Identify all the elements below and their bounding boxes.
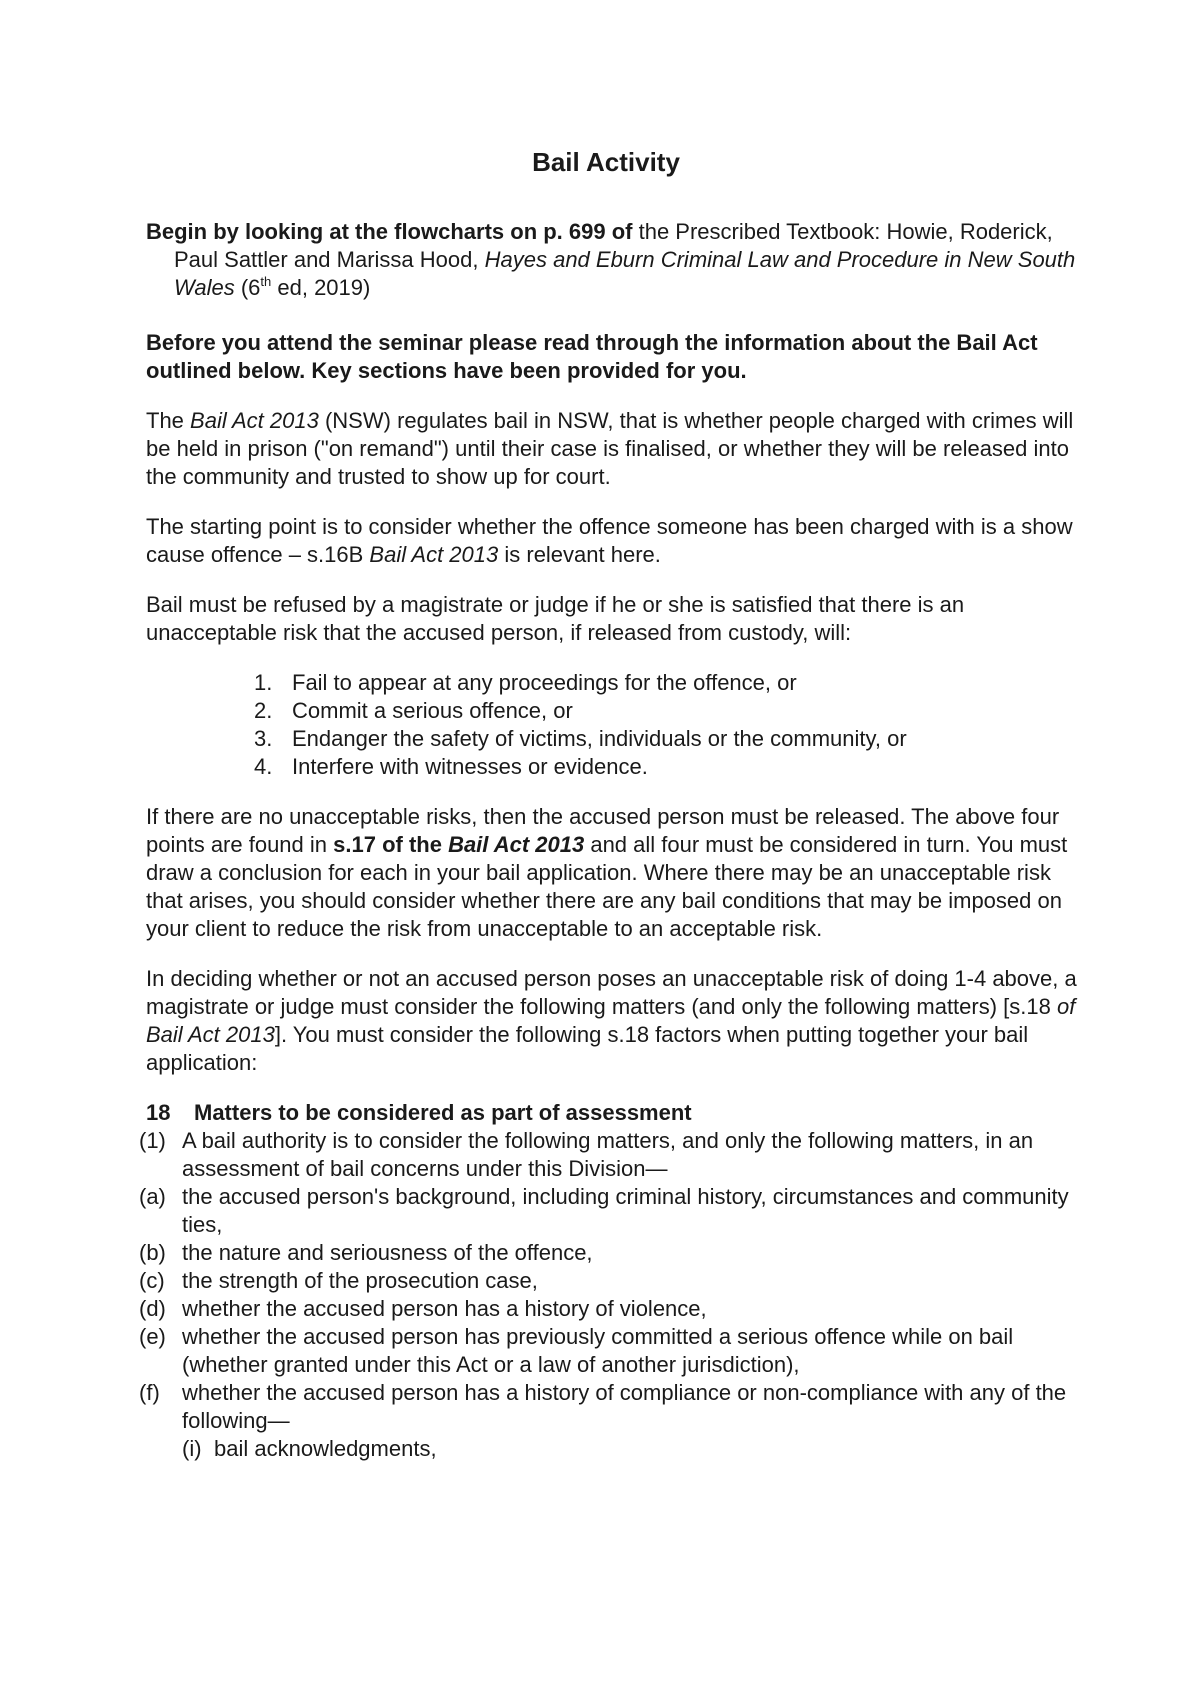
show-cause-paragraph bbox=[146, 513, 1086, 569]
section-17-paragraph bbox=[146, 803, 1086, 943]
item-label: (a) bbox=[139, 1184, 166, 1209]
list-number: 1. bbox=[254, 670, 273, 695]
section-number: 18 bbox=[146, 1100, 171, 1125]
risk-list bbox=[146, 669, 1086, 781]
para5-italic: of Bail Act 2013 bbox=[146, 994, 1076, 1047]
item-label: (b) bbox=[139, 1240, 166, 1265]
list-item bbox=[146, 669, 1086, 697]
item-text: A bail authority is to consider the following matters, and only the following matters, in an assessment of bail concerns under this Division— bbox=[182, 1128, 1034, 1181]
para1-act: Bail Act 2013 bbox=[190, 408, 319, 433]
item-label: (f) bbox=[139, 1380, 160, 1405]
list-item bbox=[146, 725, 1086, 753]
para4-bold: s.17 of the bbox=[333, 832, 449, 857]
section-item bbox=[139, 1127, 1086, 1183]
section-title: Matters to be considered as part of assessment bbox=[194, 1100, 692, 1125]
para2-post: is relevant here. bbox=[498, 542, 661, 567]
para1-pre: The bbox=[146, 408, 191, 433]
item-text: whether the accused person has a history of violence, bbox=[182, 1296, 707, 1321]
item-label: (c) bbox=[139, 1268, 165, 1293]
list-item bbox=[146, 753, 1086, 781]
edition-superscript: th bbox=[260, 274, 272, 289]
intro-year: ed, 2019) bbox=[271, 275, 371, 300]
para4-bold-italic: Bail Act 2013 bbox=[448, 832, 585, 857]
section-items bbox=[139, 1127, 1086, 1463]
document-body bbox=[139, 218, 1086, 1463]
subitem-label: (i) bbox=[182, 1436, 202, 1461]
textbook-title: Hayes and Eburn Criminal Law and Procedure in New South Wales bbox=[174, 247, 1076, 300]
instruction-text: Before you attend the seminar please read through the information about the Bail Act outlined below. Key sections have been provided for you. bbox=[146, 330, 1038, 383]
list-text: Interfere with witnesses or evidence. bbox=[292, 754, 648, 779]
section-item bbox=[139, 1267, 1086, 1295]
page-title: Bail Activity bbox=[532, 147, 680, 177]
para2-act: Bail Act 2013 bbox=[369, 542, 499, 567]
para5-pre: In deciding whether or not an accused person poses an unacceptable risk of doing 1-4 above, a magistrate or judge must consider the following matters (and only the following matters) [s.18 bbox=[146, 966, 1077, 1019]
intro-text: the Prescribed Textbook: Howie, Roderick, Paul Sattler and Marissa Hood, bbox=[174, 219, 1053, 272]
section-item bbox=[139, 1239, 1086, 1267]
refusal-paragraph: Bail must be refused by a magistrate or judge if he or she is satisfied that there is an unacceptable risk that the accused person, if released from custody, will: bbox=[146, 592, 965, 645]
section-subitem bbox=[146, 1435, 1086, 1463]
intro-edition: (6 bbox=[234, 275, 261, 300]
intro-paragraph bbox=[146, 218, 1086, 302]
section-item bbox=[139, 1379, 1086, 1435]
item-label: (1) bbox=[139, 1128, 166, 1153]
intro-bold-lead: Begin by looking at the flowcharts on p. 699 of bbox=[146, 219, 633, 244]
list-item bbox=[146, 697, 1086, 725]
section-heading bbox=[146, 1099, 1086, 1127]
section-item bbox=[139, 1295, 1086, 1323]
list-number: 3. bbox=[254, 726, 273, 751]
item-text: whether the accused person has previously committed a serious offence while on bail (whether granted under this Act or a law of another jurisdiction), bbox=[182, 1324, 1014, 1377]
section-item bbox=[139, 1183, 1086, 1239]
list-text: Endanger the safety of victims, individuals or the community, or bbox=[292, 726, 907, 751]
item-text: whether the accused person has a history of compliance or non-compliance with any of the following— bbox=[182, 1380, 1067, 1433]
para4-pre: If there are no unacceptable risks, then the accused person must be released. The above four points are found in bbox=[146, 804, 1060, 857]
list-number: 2. bbox=[254, 698, 273, 723]
list-number: 4. bbox=[254, 754, 273, 779]
item-label: (e) bbox=[139, 1324, 166, 1349]
bail-act-paragraph bbox=[146, 407, 1086, 491]
item-text: the strength of the prosecution case, bbox=[182, 1268, 538, 1293]
para2-pre: The starting point is to consider whether the offence someone has been charged with is a show cause offence – s.16B bbox=[146, 514, 1073, 567]
section-18-intro-paragraph bbox=[146, 965, 1086, 1077]
item-label: (d) bbox=[139, 1296, 166, 1321]
para1-post: (NSW) regulates bail in NSW, that is whether people charged with crimes will be held in prison ("on remand") until their case is finalised, or whether they will be released into the community and trusted to show up for court. bbox=[146, 408, 1074, 489]
item-text: the nature and seriousness of the offence, bbox=[182, 1240, 593, 1265]
para4-post: and all four must be considered in turn. You must draw a conclusion for each in your bail application. Where there may be an unacceptable risk that arises, you should consider whether there are any bail conditions that may be imposed on your client to reduce the risk from unacceptable to an acceptable risk. bbox=[146, 832, 1068, 941]
instruction-paragraph bbox=[146, 329, 1086, 385]
subitem-text: bail acknowledgments, bbox=[214, 1436, 437, 1461]
para5-post: ]. You must consider the following s.18 factors when putting together your bail application: bbox=[146, 1022, 1029, 1075]
list-text: Commit a serious offence, or bbox=[292, 698, 573, 723]
list-text: Fail to appear at any proceedings for the offence, or bbox=[292, 670, 797, 695]
item-text: the accused person's background, including criminal history, circumstances and community ties, bbox=[182, 1184, 1069, 1237]
section-item bbox=[139, 1323, 1086, 1379]
